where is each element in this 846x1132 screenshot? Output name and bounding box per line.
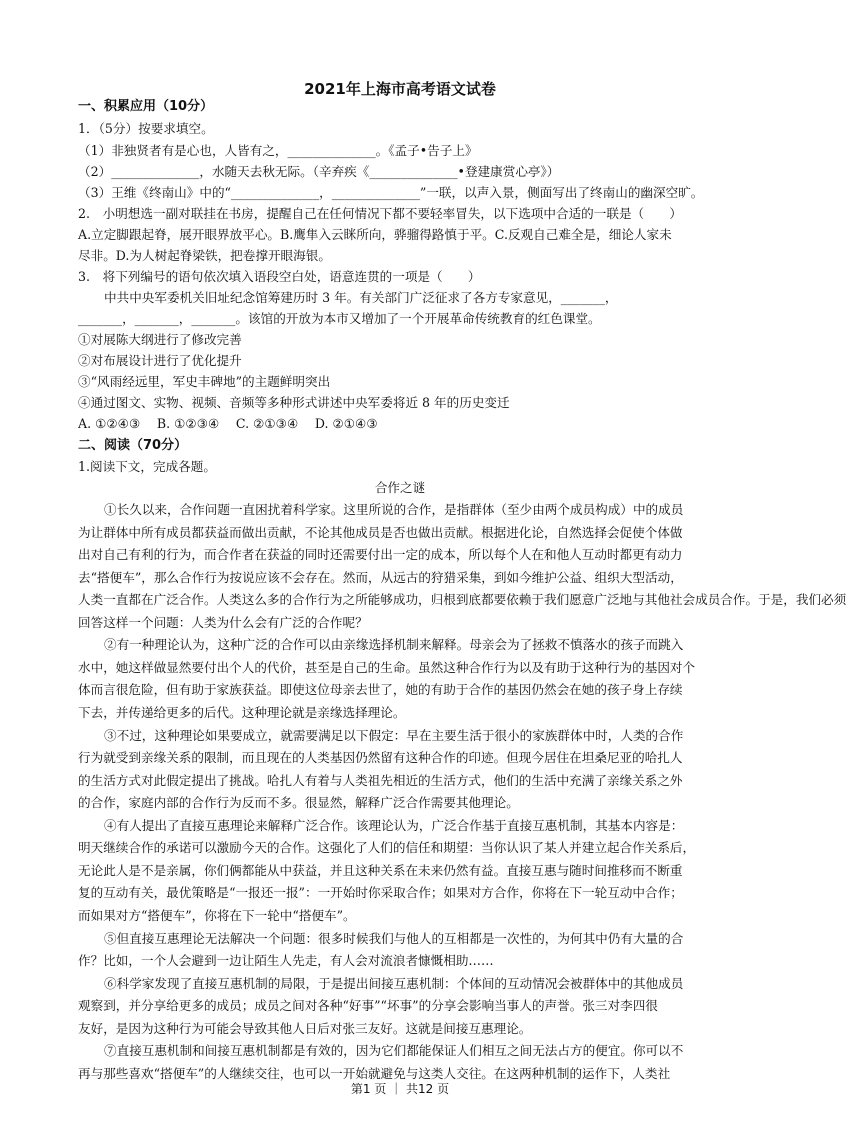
article-line: 出对自己有利的行为，而合作者在获益的同时还需要付出一定的成本，所以每个人在和他人互动时都更有动力	[78, 547, 683, 563]
section-heading-2: 二、阅读（70分）	[78, 438, 188, 453]
article-line: 体而言很危险，但有助于家族获益。即使这位母亲去世了，她的有助于合作的基因仍然会在她的孩子身上存续	[78, 682, 683, 698]
article-line: 去“搭便车”，那么合作行为按说应该不会存在。然而，从远古的狩猎采集，到如今维护公益、组织大型活动，	[78, 569, 683, 585]
article-line: 为让群体中所有成员都获益而做出贡献，不论其他成员是否也做出贡献。根据进化论，自然选择会促使个体做	[78, 524, 683, 540]
article-line: 无论此人是不是亲属，你们俩都能从中获益，并且这种关系在未来仍然有益。直接互惠与随时间推移而不断重	[78, 862, 683, 878]
article-line: 的生活方式对此假定提出了挑战。哈扎人有着与人类祖先相近的生活方式，他们的生活中充满了亲缘关系之外	[78, 772, 683, 788]
article-line: ①长久以来，合作问题一直困扰着科学家。这里所说的合作，是指群体（至少由两个成员构成）中的成员	[104, 502, 684, 517]
question-3-option: ①对展陈大纲进行了修改完善	[78, 332, 242, 347]
question-1-item-2: （2）______________，水随天去秋无际。（辛弃疾《______________•登建康赏心亭》）	[78, 164, 560, 179]
question-2-line: 尽非。D.为人树起脊梁铁，把卷撑开眼海银。	[78, 248, 331, 263]
question-3-option: ③“风雨经远里，军史丰碑地”的主题鲜明突出	[78, 374, 331, 389]
article-line: ⑦直接互惠机制和间接互惠机制都是有效的，因为它们都能保证人们相互之间无法占方的便宜。你可以不	[104, 1043, 684, 1059]
article-line: 再与那些喜欢“搭便车”的人继续交往，也可以一开始就避免与这类人交往。在这两种机制的运作下，人类社	[78, 1065, 671, 1081]
article-line: 回答这样一个问题：人类为什么会有广泛的合作呢？	[78, 614, 368, 630]
article-line: ⑤但直接互惠理论无法解决一个问题：很多时候我们与他人的互相都是一次性的，为何其中仍有大量的合	[104, 930, 684, 946]
article-line: 水中，她这样做显然要付出个人的代价，甚至是自己的生命。虽然这种合作行为以及有助于这种行为的基因对个	[78, 659, 696, 675]
article-title: 合作之谜	[374, 480, 426, 495]
question-1-item-3: （3）王维《终南山》中的“______________，______________”一联，以声入景，侧面写出了终南山的幽深空旷。	[78, 185, 704, 200]
page-title: 2021年上海市高考语文试卷	[304, 80, 496, 98]
reading-stem: 1.阅读下文，完成各题。	[78, 459, 216, 474]
article-line: 的合作，家庭内部的合作行为反而不多。很显然，解释广泛合作需要其他理论。	[78, 795, 519, 811]
article-line: 明天继续合作的承诺可以激励今天的合作。这强化了人们的信任和期望：当你认识了某人并建立起合作关系后，	[78, 840, 696, 856]
question-3-passage: _______，_______，_______。该馆的开放为本市又增加了一个开展革命传统教育的红色课堂。	[78, 311, 601, 326]
article-line: ⑥科学家发现了直接互惠机制的局限，于是提出间接互惠机制：个体间的互动情况会被群体中的其他成员	[104, 975, 684, 991]
question-1-item-1: （1）非独贤者有是心也，人皆有之，______________。《孟子•告子上》	[78, 143, 478, 158]
question-3-choices: A. ①②④③ B. ①②③④ C. ②①③④ D. ②①④③	[78, 416, 378, 431]
question-1-stem: 1．（5分）按要求填空。	[78, 121, 214, 136]
article-line: ④有人提出了直接互惠理论来解释广泛合作。该理论认为，广泛合作基于直接互惠机制，其基本内容是：	[104, 817, 684, 833]
article-line: 而如果对方“搭便车”，你将在下一轮中“搭便车”。	[78, 907, 356, 923]
question-3-stem: 3. 将下列编号的语句依次填入语段空白处，语意连贯的一项是（ ）	[78, 269, 481, 284]
article-line: 复的互动有关，最优策略是“一报还一报”：一开始时你采取合作；如果对方合作，你将在下一轮互动中合作；	[78, 885, 683, 901]
article-line: ②有一种理论认为，这种广泛的合作可以由亲缘选择机制来解释。母亲会为了拯救不慎落水的孩子而跳入	[104, 637, 684, 653]
question-3-option: ④通过图文、实物、视频、音频等多种形式讲述中央军委将近 8 年的历史变迁	[78, 395, 510, 410]
question-3-option: ②对布展设计进行了优化提升	[78, 353, 242, 368]
question-2-line: A.立定脚跟起脊，展开眼界放平心。B.鹰隼入云眯所向，骅骝得路慎于平。C.反观自己难全是，细论人家未	[78, 227, 672, 242]
article-line: 下去，并传递给更多的后代。这种理论就是亲缘选择理论。	[78, 705, 406, 720]
article-line: ③不过，这种理论如果要成立，就需要满足以下假定：早在主要生活于很小的家族群体中时，人类的合作	[104, 727, 684, 743]
article-line: 作？比如，一个人会避到一边让陌生人先走，有人会对流浪者慷慨相助……	[78, 953, 494, 968]
question-2-line: 2. 小明想选一副对联挂在书房，提醒自己在任何情况下都不要轻率冒失，以下选项中合适的一联是（ ）	[78, 206, 682, 221]
article-line: 人类一直都在广泛合作。人类这么多的合作行为之所能够成功，归根到底都要依赖于我们愿意广泛地与其他社会成员合作。于是，我们必须	[78, 592, 846, 608]
article-line: 行为就受到亲缘关系的限制，而且现在的人类基因仍然留有这种合作的印迹。但现今居住在坦桑尼亚的哈扎人	[78, 750, 683, 765]
article-line: 友好，是因为这种行为可能会导致其他人日后对张三友好。这就是间接互惠理论。	[78, 1020, 532, 1036]
section-heading-1: 一、积累应用（10分）	[78, 99, 214, 114]
page-footer: 第1 页 ｜ 共12 页	[350, 1082, 450, 1096]
article-line: 观察到，并分享给更多的成员；成员之间对各种“好事”“坏事”的分享会影响当事人的声誉。张三对李四很	[78, 998, 658, 1014]
question-3-passage: 中共中央军委机关旧址纪念馆筹建历时 3 年。有关部门广泛征求了各方专家意见，_______，	[104, 290, 618, 305]
